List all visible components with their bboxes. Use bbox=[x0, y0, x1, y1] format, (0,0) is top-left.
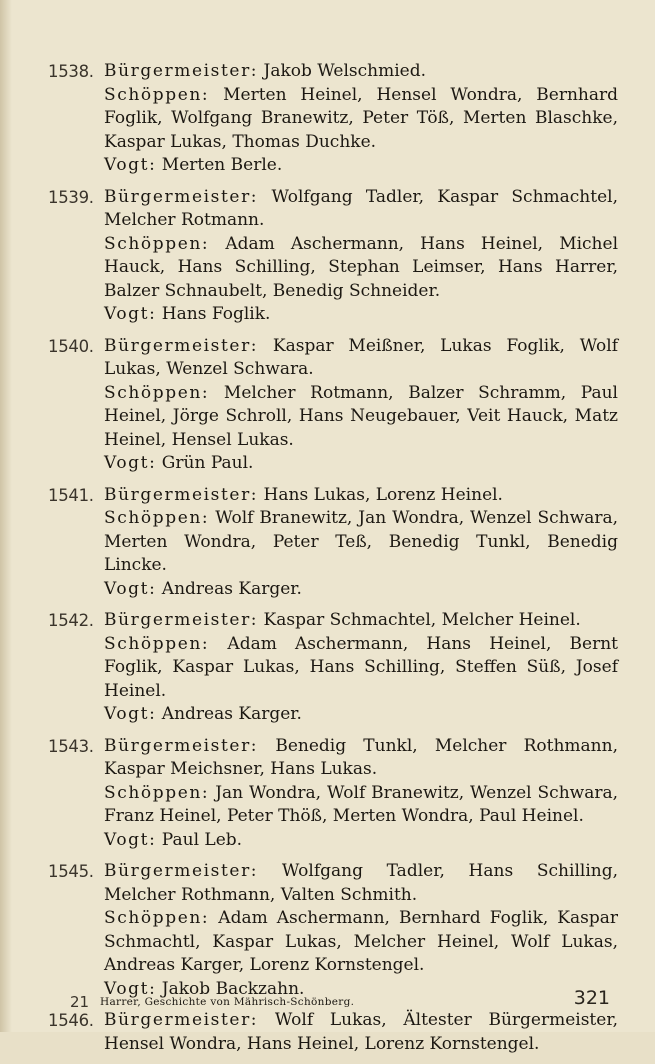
entry-year: 1541. bbox=[48, 485, 94, 505]
office-label: Schöppen: bbox=[104, 782, 210, 803]
page-number: 321 bbox=[573, 987, 610, 1009]
office-label: Schöppen: bbox=[104, 84, 210, 105]
office-label: Bürgermeister: bbox=[104, 735, 259, 756]
office-label: Bürgermeister: bbox=[104, 335, 259, 356]
office-line bbox=[104, 860, 618, 907]
office-label: Bürgermeister: bbox=[104, 186, 259, 207]
office-label: Schöppen: bbox=[104, 382, 210, 403]
office-line bbox=[104, 703, 618, 727]
year-entry bbox=[48, 186, 618, 327]
year-entry bbox=[48, 860, 618, 1001]
entry-year: 1539. bbox=[48, 187, 94, 207]
office-line bbox=[104, 84, 618, 155]
office-holders: Grün Paul. bbox=[156, 453, 254, 473]
office-label: Vogt: bbox=[104, 304, 157, 324]
office-line bbox=[104, 578, 618, 602]
running-title: Harrer, Geschichte von Mährisch-Schönberg. bbox=[100, 996, 355, 1008]
year-entry bbox=[48, 735, 618, 853]
office-holders: Hans Lukas, Lorenz Heinel. bbox=[258, 484, 503, 505]
office-line bbox=[104, 154, 618, 178]
office-label: Bürgermeister: bbox=[104, 484, 259, 505]
office-holders: Jakob Backzahn. bbox=[156, 978, 305, 999]
office-holders: Paul Leb. bbox=[156, 829, 243, 850]
office-holders: Andreas Karger. bbox=[156, 704, 302, 724]
office-line bbox=[104, 507, 618, 578]
office-line bbox=[104, 633, 618, 704]
office-label: Bürgermeister: bbox=[104, 61, 259, 81]
office-line bbox=[104, 452, 618, 476]
office-holders: Wolfgang Tadler, Kaspar Schmachtel, Melcher Rotmann. bbox=[104, 186, 618, 230]
office-label: Vogt: bbox=[104, 155, 157, 175]
office-line bbox=[104, 335, 618, 382]
entry-year: 1543. bbox=[48, 736, 94, 756]
office-label: Vogt: bbox=[104, 704, 157, 724]
office-holders: Merten Berle. bbox=[156, 155, 283, 175]
entry-year: 1545. bbox=[48, 862, 94, 881]
office-holders: Benedig Tunkl, Melcher Rothmann, Kaspar Meichsner, Hans Lukas. bbox=[104, 735, 618, 779]
office-holders: Jakob Welschmied. bbox=[258, 61, 426, 81]
office-label: Bürgermeister: bbox=[104, 610, 259, 630]
year-entry bbox=[48, 484, 618, 602]
office-label: Bürgermeister: bbox=[104, 861, 259, 881]
office-line bbox=[104, 484, 618, 508]
office-label: Vogt: bbox=[104, 829, 157, 850]
office-holders: Adam Aschermann, Hans Heinel, Bernt Foglik, Kaspar Lukas, Hans Schilling, Steffen Süß, Josef Heinel. bbox=[104, 633, 618, 701]
office-label: Schöppen: bbox=[104, 633, 210, 654]
office-holders: Merten Heinel, Hensel Wondra, Bernhard Foglik, Wolfgang Branewitz, Peter Töß, Merten Blaschke, Kaspar Lukas, Thomas Duchke. bbox=[104, 84, 618, 152]
office-holders: Adam Aschermann, Hans Heinel, Michel Hauck, Hans Schilling, Stephan Leimser, Hans Harrer, Balzer Schnaubelt, Benedig Schneider. bbox=[104, 233, 618, 301]
entry-year: 1546. bbox=[48, 1011, 94, 1030]
office-line bbox=[104, 829, 618, 853]
page-gutter-shadow bbox=[0, 0, 12, 1032]
office-label: Schöppen: bbox=[104, 508, 210, 528]
entry-year: 1538. bbox=[48, 62, 94, 81]
office-holders: Wolf Lukas, Ältester Bürgermeister, Hensel Wondra, Hans Heinel, Lorenz Kornstengel. bbox=[104, 1010, 618, 1054]
office-holders: Adam Aschermann, Bernhard Foglik, Kaspar Schmachtl, Kaspar Lukas, Melcher Heinel, Wolf Lukas, Andreas Karger, Lorenz Kornstengel. bbox=[104, 908, 618, 975]
office-holders: Hans Foglik. bbox=[156, 304, 271, 324]
entry-year: 1542. bbox=[48, 611, 94, 630]
entry-year: 1540. bbox=[48, 336, 94, 356]
entries-list bbox=[48, 60, 618, 1064]
office-line bbox=[104, 609, 618, 633]
office-holders: Melcher Rotmann, Balzer Schramm, Paul Heinel, Jörge Schroll, Hans Neugebauer, Veit Hauck, Matz Heinel, Hensel Lukas. bbox=[104, 382, 618, 450]
office-holders: Andreas Karger. bbox=[156, 578, 302, 599]
office-label: Schöppen: bbox=[104, 908, 210, 928]
office-label: Bürgermeister: bbox=[104, 1010, 259, 1030]
office-holders: Jan Wondra, Wolf Branewitz, Wenzel Schwara, Franz Heinel, Peter Thöß, Merten Wondra, Paul Heinel. bbox=[104, 782, 618, 826]
sheet-signature: 21 bbox=[70, 993, 90, 1011]
office-line bbox=[104, 60, 618, 84]
office-line bbox=[104, 186, 618, 233]
year-entry bbox=[48, 335, 618, 476]
office-label: Vogt: bbox=[104, 578, 157, 599]
office-holders: Wolfgang Tadler, Hans Schilling, Melcher Rothmann, Valten Schmith. bbox=[104, 861, 618, 905]
office-line bbox=[104, 782, 618, 829]
office-label: Schöppen: bbox=[104, 233, 210, 254]
year-entry bbox=[48, 609, 618, 727]
office-holders: Kaspar Meißner, Lukas Foglik, Wolf Lukas, Wenzel Schwara. bbox=[104, 335, 618, 379]
office-line bbox=[104, 907, 618, 978]
office-line bbox=[104, 233, 618, 304]
office-label: Vogt: bbox=[104, 978, 157, 999]
year-entry bbox=[48, 60, 618, 178]
office-holders: Wolf Branewitz, Jan Wondra, Wenzel Schwara, Merten Wondra, Peter Teß, Benedig Tunkl, Benedig Lincke. bbox=[104, 508, 618, 575]
office-line bbox=[104, 382, 618, 453]
office-line bbox=[104, 735, 618, 782]
office-label: Vogt: bbox=[104, 453, 157, 473]
office-holders: Kaspar Schmachtel, Melcher Heinel. bbox=[258, 610, 581, 630]
office-line bbox=[104, 303, 618, 327]
